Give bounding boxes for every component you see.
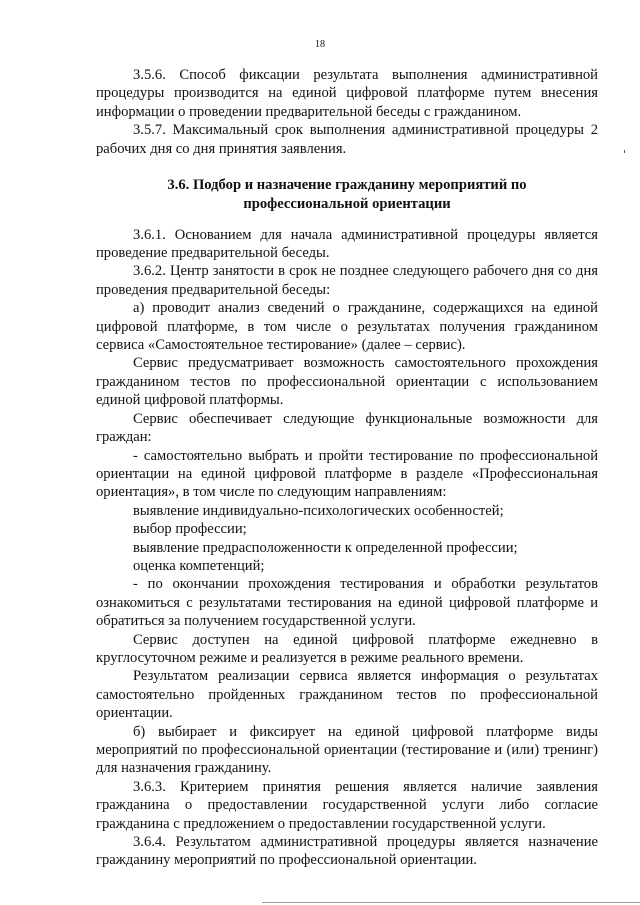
paragraph-3-6-1: 3.6.1. Основанием для начала административной процедуры является проведение предварительной беседы.	[96, 226, 598, 262]
paragraph-service-description: Сервис предусматривает возможность самостоятельного прохождения гражданином тестов по профессиональной ориентации с использованием единой цифровой платформы.	[96, 355, 598, 409]
list-item-after-testing: - по окончании прохождения тестирования и обработки результатов ознакомиться с результатами тестирования на единой цифровой платформе и обратиться за получением государственной услуги.	[96, 576, 598, 630]
list-item-direction-3: выявление предрасположенности к определенной профессии;	[133, 539, 518, 556]
page-number: 18	[315, 39, 325, 50]
paragraph-service-result: Результатом реализации сервиса является информация о результатах самостоятельно пройденных гражданином тестов по профессиональной ориентации.	[96, 668, 598, 722]
list-item-direction-2: выбор профессии;	[133, 521, 247, 538]
paragraph-3-5-7: 3.5.7. Максимальный срок выполнения административной процедуры 2 рабочих дня со дня принятия заявления.	[96, 122, 598, 157]
section-heading-line-1: 3.6. Подбор и назначение гражданину мероприятий по	[167, 177, 527, 194]
paragraph-service-availability: Сервис доступен на единой цифровой платформе ежедневно в круглосуточном режиме и реализуется в режиме реального времени.	[96, 631, 598, 666]
paragraph-3-5-6: 3.5.6. Способ фиксации результата выполнения административной процедуры производится на единой цифровой платформе путем внесения информации о проведении предварительной беседы с гражданином.	[96, 67, 598, 120]
paragraph-service-features: Сервис обеспечивает следующие функциональные возможности для граждан:	[96, 410, 598, 446]
paragraph-item-b: б) выбирает и фиксирует на единой цифровой платформе виды мероприятий по профессиональной ориентации (тестирование и (или) тренинг) для назначения гражданину.	[96, 723, 598, 777]
list-item-direction-1: выявление индивидуально-психологических особенностей;	[133, 502, 504, 519]
paragraph-3-6-4: 3.6.4. Результатом административной процедуры является назначение гражданину мероприятий по профессиональной ориентации.	[96, 834, 598, 869]
document-body	[96, 66, 598, 870]
paragraph-item-a: а) проводит анализ сведений о гражданине, содержащихся на единой цифровой платформе, в том числе о результатах получения гражданином сервиса «Самостоятельное тестирование» (далее – сервис).	[96, 300, 598, 354]
scan-edge-line	[262, 902, 640, 903]
list-item-select-test: - самостоятельно выбрать и пройти тестирование по профессиональной ориентации на единой цифровой платформе в разделе «Профессиональная ориентация», в том числе по следующим направлениям:	[96, 447, 598, 501]
list-item-direction-4: оценка компетенций;	[133, 557, 265, 574]
paragraph-3-6-2: 3.6.2. Центр занятости в срок не позднее следующего рабочего дня со дня проведения предварительной беседы:	[96, 263, 598, 298]
section-heading-line-2: профессиональной ориентации	[243, 195, 451, 212]
paragraph-3-6-3: 3.6.3. Критерием принятия решения является наличие заявления гражданина о предоставлении государственной услуги либо согласие гражданина с предложением о предоставлении государственной услуги.	[96, 778, 598, 832]
section-heading	[96, 176, 598, 214]
scan-mark	[624, 150, 625, 153]
